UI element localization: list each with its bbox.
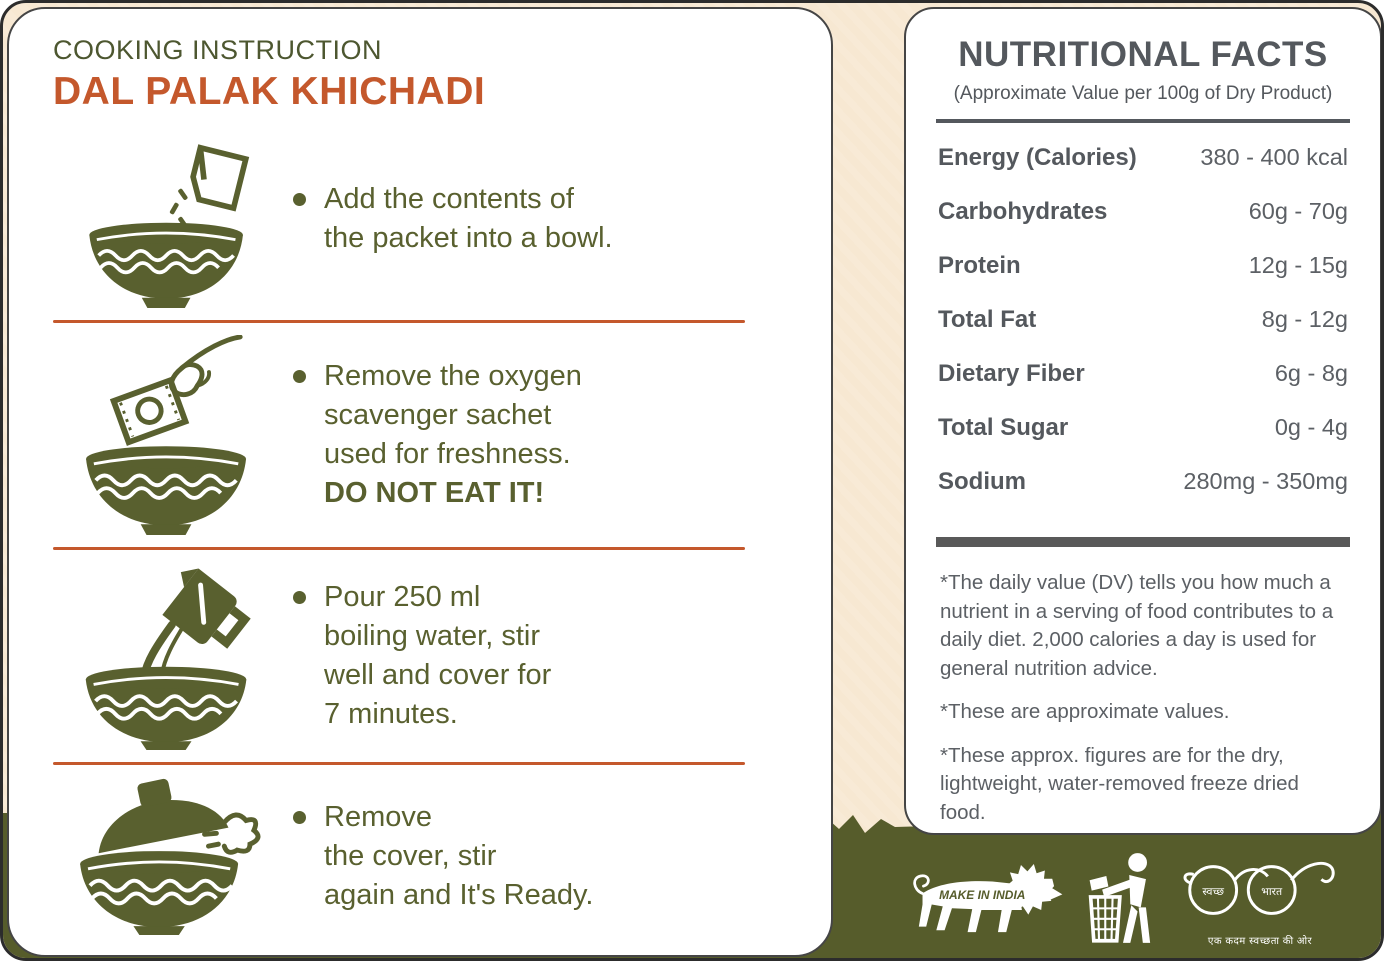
nutrient-value: 380 - 400 kcal [1200, 144, 1348, 170]
do-not-eat-warning: DO NOT EAT IT! [324, 477, 545, 509]
footnote: *The daily value (DV) tells you how much a nutrient in a serving of food contributes to a daily diet. 2,000 calories a day is used for general nutrition advice. [940, 571, 1334, 680]
swachh-bharat-logo [1181, 851, 1339, 947]
step-divider [53, 320, 745, 323]
nutrient-value: 280mg - 350mg [1183, 468, 1348, 494]
sachet-removal-icon [53, 335, 283, 535]
table-row [936, 401, 1350, 455]
steaming-bowl-icon [53, 777, 283, 935]
footnote: *These are approximate values. [940, 700, 1230, 723]
table-row [936, 239, 1350, 293]
bullet-dot [293, 591, 306, 604]
step-divider [53, 547, 745, 550]
nutrient-label: Carbohydrates [938, 198, 1108, 225]
step-2-text: Remove the oxygen scavenger sachet used for freshness. DO NOT EAT IT! [324, 357, 582, 513]
product-title: DAL PALAK KHICHADI [53, 70, 486, 113]
nutrient-label: Protein [938, 252, 1021, 279]
cooking-step-1 [53, 130, 831, 308]
nutrient-label: Sodium [938, 468, 1026, 495]
step-1-text: Add the contents of the packet into a bowl. [324, 183, 613, 254]
swachh-bharat-glasses-icon [1181, 851, 1339, 931]
packet-into-bowl-icon [53, 130, 283, 308]
nutrition-table [936, 131, 1350, 509]
bullet-dot [293, 370, 306, 383]
nutrient-label: Energy (Calories) [938, 144, 1137, 171]
nutrient-value: 12g - 15g [1248, 252, 1348, 278]
make-in-india-lion-icon [907, 853, 1065, 945]
swachh-bharat-tagline: एक कदम स्वच्छता की ओर [1207, 935, 1313, 947]
cooking-step-2 [53, 335, 831, 535]
tidyman-disposal-logo [1081, 851, 1165, 947]
footnote: *These approx. figures are for the dry, lightweight, water-removed freeze dried food. [940, 743, 1299, 824]
nutritional-facts-title: NUTRITIONAL FACTS [958, 35, 1328, 74]
nutritional-facts-card [904, 7, 1382, 835]
svg-text:स्वच्छ: स्वच्छ [1202, 885, 1224, 898]
bullet-dot [293, 811, 306, 824]
nutrient-label: Dietary Fiber [938, 360, 1085, 387]
cooking-instruction-card [7, 7, 833, 957]
footnotes [936, 569, 1350, 827]
svg-text:MAKE IN INDIA: MAKE IN INDIA [939, 887, 1026, 902]
make-in-india-logo [907, 853, 1065, 945]
nutrient-label: Total Fat [938, 306, 1037, 333]
cooking-step-3 [53, 562, 831, 750]
nutrient-label: Total Sugar [938, 414, 1069, 441]
cooking-step-4 [53, 777, 831, 935]
step-3-text: Pour 250 ml boiling water, stir well and cover for 7 minutes. [324, 581, 552, 730]
step-divider [53, 762, 745, 765]
cooking-instruction-heading: COOKING INSTRUCTION [53, 35, 383, 65]
nutrient-value: 6g - 8g [1274, 360, 1348, 386]
table-row [936, 185, 1350, 239]
tidyman-icon [1081, 851, 1165, 947]
nutrient-value: 0g - 4g [1274, 414, 1348, 440]
svg-text:भारत: भारत [1261, 885, 1283, 898]
table-row [936, 293, 1350, 347]
table-row [936, 455, 1350, 509]
footer-logos [883, 841, 1363, 956]
nutrient-value: 8g - 12g [1261, 306, 1348, 332]
nutrient-value: 60g - 70g [1248, 198, 1348, 224]
bullet-dot [293, 193, 306, 206]
section-divider-bar [936, 537, 1350, 547]
step-4-text: Remove the cover, stir again and It's Ready. [324, 800, 594, 911]
header-rule [936, 119, 1350, 123]
table-row [936, 347, 1350, 401]
nutritional-facts-subtitle: (Approximate Value per 100g of Dry Product) [953, 83, 1333, 104]
table-row [936, 131, 1350, 185]
pour-water-icon [53, 562, 283, 750]
